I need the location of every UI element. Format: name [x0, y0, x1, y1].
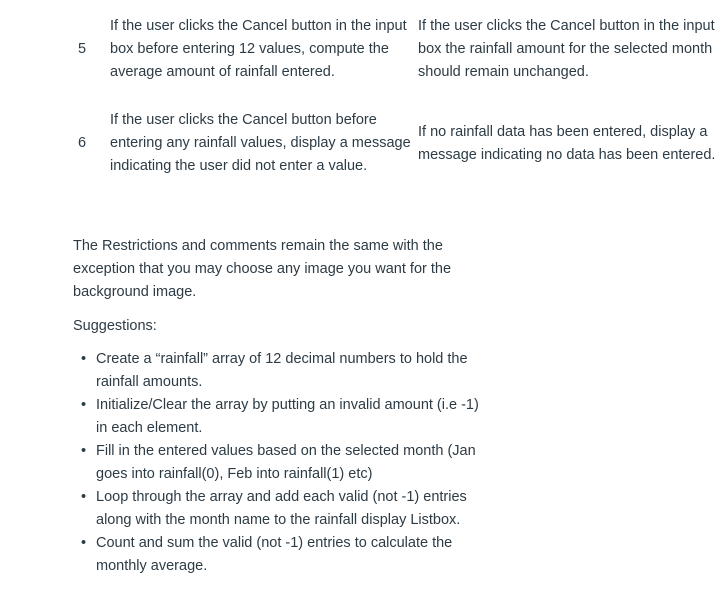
list-item	[73, 348, 493, 394]
suggestion-text: Initialize/Clear the array by putting an invalid amount (i.e -1) in each element.	[96, 397, 479, 436]
bullet-icon: •	[81, 443, 87, 459]
behavior-text: If the user clicks the Cancel button in the input box the rainfall amount for the selected month should remain unchanged.	[418, 18, 715, 80]
bullet-icon: •	[81, 489, 87, 505]
requirement-text: If the user clicks the Cancel button before entering any rainfall values, display a message indicating the user did not enter a value.	[110, 112, 411, 174]
suggestion-text: Create a “rainfall” array of 12 decimal numbers to hold the rainfall amounts.	[96, 351, 468, 390]
suggestion-text: Loop through the array and add each valid (not -1) entries along with the month name to the rainfall display Listbox.	[96, 489, 467, 528]
behavior-text: If no rainfall data has been entered, display a message indicating no data has been entered.	[418, 124, 716, 163]
suggestions-heading: Suggestions:	[73, 318, 157, 334]
row-number: 6	[78, 135, 87, 151]
suggestion-text: Count and sum the valid (not -1) entries to calculate the monthly average.	[96, 535, 453, 574]
bullet-icon: •	[81, 351, 87, 367]
suggestion-text: Fill in the entered values based on the selected month (Jan goes into rainfall(0), Feb into rainfall(1) etc)	[96, 443, 476, 482]
intro-paragraph: The Restrictions and comments remain the same with the exception that you may choose any image you want for the background image.	[73, 238, 452, 300]
suggestions-list	[73, 348, 493, 578]
requirement-text: If the user clicks the Cancel button in the input box before entering 12 values, compute the average amount of rainfall entered.	[110, 18, 407, 80]
list-item	[73, 440, 493, 486]
list-item	[73, 532, 493, 578]
bullet-icon: •	[81, 535, 87, 551]
bullet-icon: •	[81, 397, 87, 413]
list-item	[73, 486, 493, 532]
list-item	[73, 394, 493, 440]
row-number: 5	[78, 41, 87, 57]
